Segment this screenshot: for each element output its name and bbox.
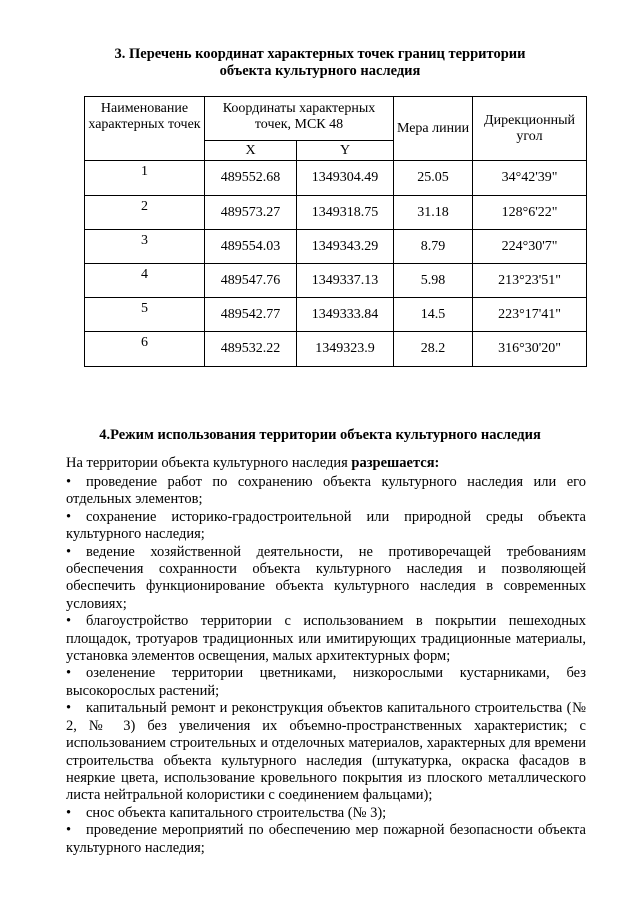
list-item-text: проведение мероприятий по обеспечению мер пожарной безопасности объекта культурного наследия;	[66, 822, 586, 856]
point-number: 6	[85, 332, 205, 367]
list-item	[66, 544, 586, 614]
direction-angle: 128°6'22"	[473, 196, 587, 230]
table-row	[85, 196, 587, 230]
coord-y: 1349343.29	[297, 230, 394, 264]
list-item-text: благоустройство территории с использованием в покрытии пешеходных площадок, тротуаров традиционных или имитирующих традиционные материалы, установка элементов освещения, малых архитектурных форм;	[66, 613, 586, 665]
header-line-length: Мера линии	[394, 97, 473, 161]
direction-angle: 34°42'39"	[473, 161, 587, 196]
permitted-activities-list	[66, 474, 586, 857]
intro-permitted: разрешается:	[351, 455, 440, 471]
header-y: Y	[297, 141, 394, 161]
coord-y: 1349304.49	[297, 161, 394, 196]
point-number: 3	[85, 230, 205, 264]
list-item-text: снос объекта капитального строительства (№ 3);	[86, 804, 387, 821]
header-coordinates: Координаты характерных точек, МСК 48	[205, 97, 394, 141]
list-item-text: озеленение территории цветниками, низкорослыми кустарниками, без высокорослых растений;	[66, 665, 586, 699]
bullet-icon: •	[66, 822, 72, 839]
header-direction-angle: Дирекционный угол	[473, 97, 587, 161]
line-length: 31.18	[394, 196, 473, 230]
table-row	[85, 161, 587, 196]
bullet-icon: •	[66, 804, 72, 821]
table-row	[85, 298, 587, 332]
table-row	[85, 230, 587, 264]
point-number: 2	[85, 196, 205, 230]
bullet-icon: •	[66, 700, 72, 717]
list-item	[66, 700, 586, 804]
direction-angle: 316°30'20"	[473, 332, 587, 367]
list-item-text: капитальный ремонт и реконструкция объектов капитального строительства (№ 2, № 3) без увеличения их объемно-пространственных характеристик; с использованием строительных и отделочных материалов, характерных для времени строительства объекта культурного наследия (штукатурка, окраска фасадов в неяркие цвета, использование кровельного покрытия из плоского металлического листа нейтральной колористики с соединением фальцами);	[66, 700, 586, 804]
coord-y: 1349333.84	[297, 298, 394, 332]
list-item-text: проведение работ по сохранению объекта культурного наследия или его отдельных элементов;	[66, 474, 586, 508]
list-item	[66, 805, 586, 822]
point-number: 4	[85, 264, 205, 298]
section-3-heading	[60, 46, 580, 80]
section-3-heading-line-2: объекта культурного наследия	[219, 63, 421, 79]
coord-y: 1349323.9	[297, 332, 394, 367]
list-item	[66, 613, 586, 665]
line-length: 25.05	[394, 161, 473, 196]
point-number: 5	[85, 298, 205, 332]
table-row	[85, 332, 587, 367]
list-item-text: сохранение историко-градостроительной или природной среды объекта культурного наследия;	[66, 508, 586, 543]
coord-x: 489552.68	[205, 161, 297, 196]
intro-text: На территории объекта культурного наследия	[66, 455, 352, 471]
list-item	[66, 822, 586, 857]
direction-angle: 224°30'7"	[473, 230, 587, 264]
header-point-name: Наименование характерных точек	[85, 97, 205, 161]
bullet-icon: •	[66, 508, 72, 525]
bullet-icon: •	[66, 665, 72, 682]
list-item	[66, 474, 586, 509]
line-length: 14.5	[394, 298, 473, 332]
section-4-heading: 4.Режим использования территории объекта культурного наследия	[99, 427, 541, 443]
line-length: 8.79	[394, 230, 473, 264]
line-length: 28.2	[394, 332, 473, 367]
coord-x: 489542.77	[205, 298, 297, 332]
section-3-heading-line-1: 3. Перечень координат характерных точек границ территории	[114, 46, 526, 62]
bullet-icon: •	[66, 474, 72, 490]
section-4-intro	[66, 455, 439, 472]
direction-angle: 223°17'41"	[473, 298, 587, 332]
list-item-text: ведение хозяйственной деятельности, не противоречащей требованиям обеспечения сохранности объекта культурного наследия и позволяющей обеспечить функционирование объекта культурного наследия в современных условиях;	[66, 543, 586, 612]
point-number: 1	[85, 161, 205, 196]
line-length: 5.98	[394, 264, 473, 298]
coord-x: 489547.76	[205, 264, 297, 298]
coord-y: 1349337.13	[297, 264, 394, 298]
coord-x: 489573.27	[205, 196, 297, 230]
bullet-icon: •	[66, 543, 72, 560]
coord-x: 489554.03	[205, 230, 297, 264]
list-item	[66, 665, 586, 700]
header-x: X	[205, 141, 297, 161]
list-item	[66, 509, 586, 544]
coord-x: 489532.22	[205, 332, 297, 367]
table-row	[85, 264, 587, 298]
coord-y: 1349318.75	[297, 196, 394, 230]
coordinates-table	[84, 96, 587, 367]
direction-angle: 213°23'51"	[473, 264, 587, 298]
bullet-icon: •	[66, 613, 72, 630]
